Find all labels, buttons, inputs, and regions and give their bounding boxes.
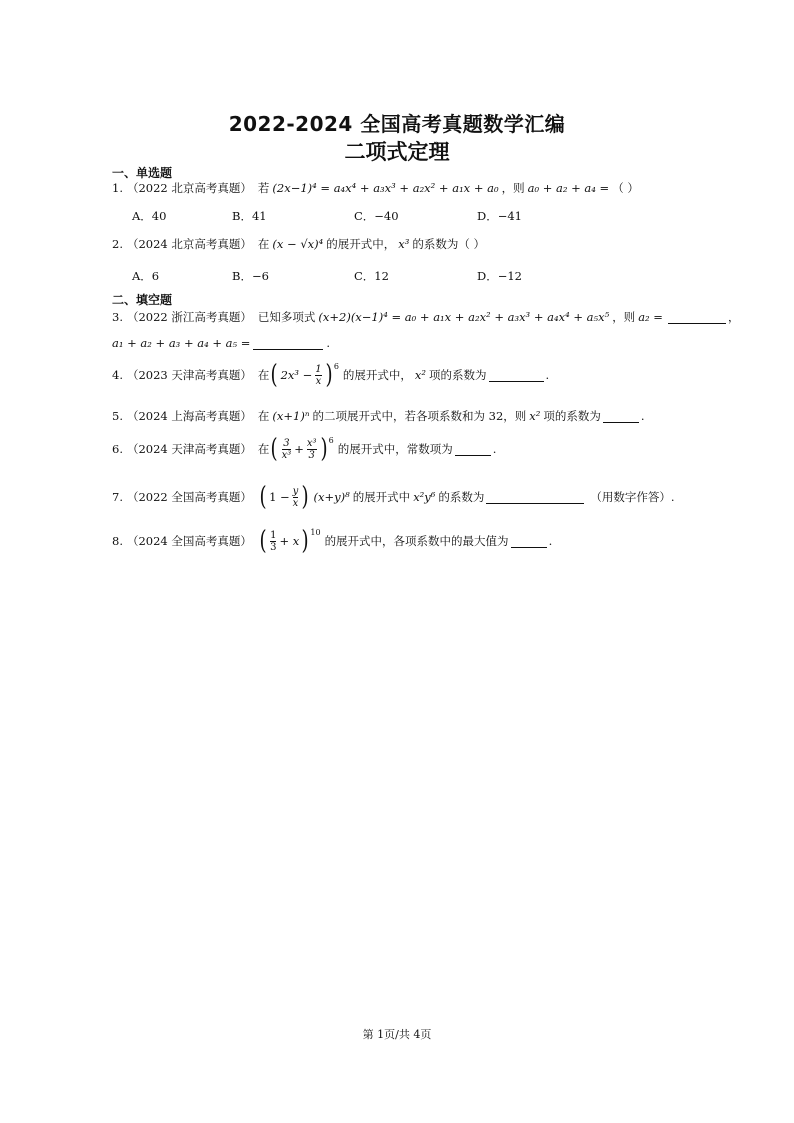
fraction-numerator: 1 <box>270 529 277 541</box>
page-footer: 第 1页/共 4页 <box>362 1028 432 1041</box>
section-heading-fill-blank: 二、填空题 <box>112 293 173 307</box>
answer-blank[interactable] <box>511 535 547 548</box>
option-b: B．41 <box>232 209 267 223</box>
math-operator: + <box>294 442 304 456</box>
question-source: （2022 北京高考真题） <box>126 181 252 195</box>
math-expression: x² <box>414 368 427 382</box>
question-text: 的系数为（ ） <box>412 237 486 251</box>
option-a: A．6 <box>132 269 160 283</box>
math-expression: a₁ + a₂ + a₃ + a₄ + a₅ = <box>112 336 251 350</box>
question-source: （2024 北京高考真题） <box>126 237 252 251</box>
math-expression: 2x³ − <box>280 368 313 382</box>
math-expression: 1 − <box>269 490 290 504</box>
fraction-denominator: 3 <box>270 541 277 553</box>
fraction-denominator: x <box>292 497 299 509</box>
question-text: 在 <box>257 237 270 251</box>
question-number: 2. <box>112 237 123 251</box>
fraction <box>282 438 292 461</box>
math-expression: (x+2)(x−1)⁴ = a₀ + a₁x + a₂x² + a₃x³ + a₄x⁴ + a₅x⁵ <box>318 310 610 324</box>
question-number: 8. <box>112 534 123 548</box>
exponent: 6 <box>333 362 339 371</box>
answer-blank[interactable] <box>455 443 491 456</box>
question-text: 若 <box>257 181 270 195</box>
math-expression: (x+1)ⁿ <box>272 409 310 423</box>
question-number: 6. <box>112 442 123 456</box>
question-source: （2024 上海高考真题） <box>126 409 252 423</box>
question-text: 的系数为 <box>438 490 485 504</box>
question-text: 的二项展开式中，若各项系数和为 32，则 <box>312 409 527 423</box>
question-text: 的展开式中，常数项为 <box>337 442 453 456</box>
question-text: 的展开式中 <box>352 490 411 504</box>
question-text: 在 <box>257 368 270 382</box>
question-6 <box>112 436 496 462</box>
math-expression: + x <box>279 534 300 548</box>
math-expression: a₂ = <box>638 310 663 324</box>
question-text: . <box>492 442 497 456</box>
question-text: （用数字作答）. <box>590 490 675 504</box>
question-text: 的展开式中， <box>342 368 412 382</box>
option-d: D．−41 <box>477 209 522 223</box>
question-8 <box>112 528 552 554</box>
answer-blank[interactable] <box>253 337 323 350</box>
right-paren: ) <box>301 482 309 512</box>
right-paren: ) <box>301 526 309 556</box>
question-source: （2022 浙江高考真题） <box>126 310 252 324</box>
question-7 <box>112 484 675 510</box>
question-number: 7. <box>112 490 123 504</box>
left-paren: ( <box>259 482 267 512</box>
math-expression: a₀ + a₂ + a₄ = <box>527 181 610 195</box>
fraction-numerator: x³ <box>306 437 317 449</box>
option-c: C．−40 <box>354 209 399 223</box>
question-text: . <box>326 336 331 350</box>
question-4 <box>112 362 549 388</box>
option-a: A．40 <box>132 209 167 223</box>
question-text: . <box>548 534 553 548</box>
math-expression: (x − √x)⁴ <box>272 237 324 251</box>
question-text: 的展开式中，各项系数中的最大值为 <box>324 534 509 548</box>
fraction-denominator: x³ <box>281 449 292 461</box>
fraction <box>307 438 317 461</box>
question-source: （2024 全国高考真题） <box>126 534 252 548</box>
fraction-numerator: y <box>292 485 299 497</box>
question-3-line-2 <box>112 336 330 350</box>
question-5 <box>112 408 645 424</box>
document-subtitle: 二项式定理 <box>344 140 450 164</box>
answer-blank[interactable] <box>486 491 584 504</box>
exponent: 6 <box>328 436 334 445</box>
question-source: （2024 天津高考真题） <box>126 442 252 456</box>
question-text: 已知多项式 <box>257 310 316 324</box>
fraction <box>293 486 299 509</box>
question-text: 的展开式中， <box>326 237 396 251</box>
question-text: . <box>640 409 645 423</box>
question-source: （2022 全国高考真题） <box>126 490 252 504</box>
math-expression: x²y⁶ <box>413 490 436 504</box>
question-text: ， <box>727 310 740 324</box>
fraction-numerator: 1 <box>315 363 322 375</box>
question-text: ，则 <box>612 310 636 324</box>
exponent: 10 <box>310 528 321 537</box>
left-paren: ( <box>270 360 279 390</box>
question-text: 在 <box>257 442 270 456</box>
question-text: 项的系数为 <box>429 368 487 382</box>
question-3 <box>112 309 739 325</box>
question-number: 4. <box>112 368 123 382</box>
document-title: 2022-2024 全国高考真题数学汇编 <box>228 112 566 136</box>
question-text: ，则 <box>501 181 525 195</box>
math-expression: x³ <box>398 237 410 251</box>
fraction <box>315 364 321 387</box>
section-heading-single-choice: 一、单选题 <box>112 166 173 180</box>
math-expression: (x+y)⁸ <box>313 490 350 504</box>
fraction-denominator: x <box>315 375 322 387</box>
question-text: . <box>545 368 550 382</box>
fraction-numerator: 3 <box>283 437 290 449</box>
fraction <box>270 530 276 553</box>
question-number: 5. <box>112 409 123 423</box>
math-expression: (2x−1)⁴ = a₄x⁴ + a₃x³ + a₂x² + a₁x + a₀ <box>272 181 499 195</box>
fraction-denominator: 3 <box>308 449 315 461</box>
question-1 <box>112 180 639 196</box>
question-text: 项的系数为 <box>543 409 601 423</box>
question-text: 在 <box>257 409 270 423</box>
answer-blank[interactable] <box>489 369 544 382</box>
question-number: 1. <box>112 181 123 195</box>
option-b: B．−6 <box>232 269 269 283</box>
option-d: D．−12 <box>477 269 522 283</box>
left-paren: ( <box>259 526 267 556</box>
math-expression: x² <box>529 409 541 423</box>
right-paren: ) <box>325 360 333 390</box>
question-source: （2023 天津高考真题） <box>126 368 252 382</box>
option-c: C．12 <box>354 269 389 283</box>
right-paren: ) <box>320 434 328 464</box>
question-2 <box>112 236 485 252</box>
answer-blank[interactable] <box>603 410 639 423</box>
question-number: 3. <box>112 310 123 324</box>
answer-blank[interactable] <box>668 311 726 324</box>
answer-paren: （ ） <box>612 181 639 195</box>
left-paren: ( <box>270 434 279 464</box>
